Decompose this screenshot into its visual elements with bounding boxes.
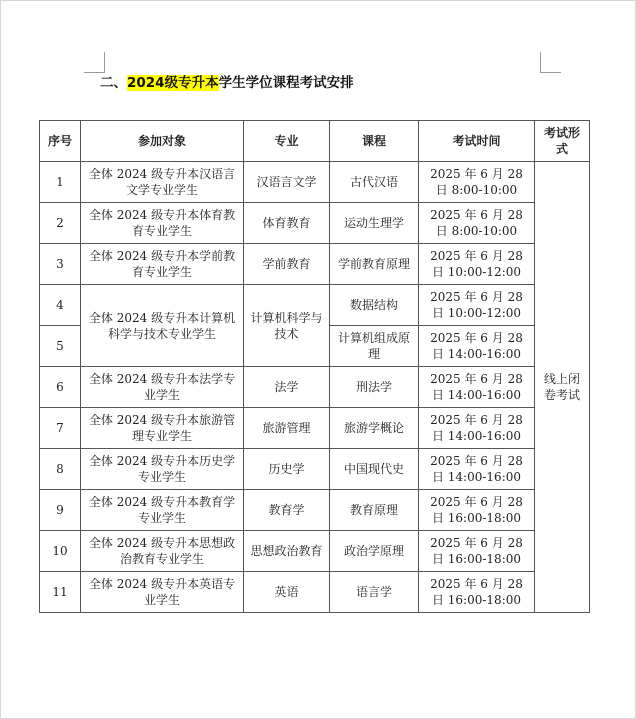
header-no: 序号 [40,121,81,162]
table-row [40,244,590,285]
cell-course: 古代汉语 [330,162,419,203]
cell-time: 2025 年 6 月 28 日 10:00-12:00 [419,244,535,285]
cell-major: 旅游管理 [244,408,330,449]
cell-target: 全体 2024 级专升本学前教育专业学生 [81,244,244,285]
cell-time: 2025 年 6 月 28 日 16:00-18:00 [419,490,535,531]
table-row [40,572,590,613]
cell-no: 8 [40,449,81,490]
exam-schedule-table [39,120,590,613]
cell-major: 法学 [244,367,330,408]
cell-no: 3 [40,244,81,285]
table-row [40,285,590,326]
header-course: 课程 [330,121,419,162]
cell-target: 全体 2024 级专升本计算机科学与技术专业学生 [81,285,244,367]
cell-no: 5 [40,326,81,367]
table-row [40,162,590,203]
cell-course: 政治学原理 [330,531,419,572]
cell-time: 2025 年 6 月 28 日 14:00-16:00 [419,326,535,367]
cell-course: 刑法学 [330,367,419,408]
cell-no: 9 [40,490,81,531]
crop-mark-top-left [84,52,105,73]
table-row [40,449,590,490]
cell-major: 汉语言文学 [244,162,330,203]
cell-no: 7 [40,408,81,449]
cell-major: 英语 [244,572,330,613]
cell-course: 旅游学概论 [330,408,419,449]
cell-course: 语言学 [330,572,419,613]
cell-target: 全体 2024 级专升本体育教育专业学生 [81,203,244,244]
cell-target: 全体 2024 级专升本旅游管理专业学生 [81,408,244,449]
table-row [40,531,590,572]
table-row [40,408,590,449]
cell-no: 10 [40,531,81,572]
cell-time: 2025 年 6 月 28 日 16:00-18:00 [419,531,535,572]
cell-course: 中国现代史 [330,449,419,490]
cell-no: 11 [40,572,81,613]
cell-major: 教育学 [244,490,330,531]
cell-time: 2025 年 6 月 28 日 14:00-16:00 [419,408,535,449]
cell-course: 计算机组成原理 [330,326,419,367]
cell-course: 教育原理 [330,490,419,531]
cell-major: 体育教育 [244,203,330,244]
header-time: 考试时间 [419,121,535,162]
cell-no: 6 [40,367,81,408]
cell-time: 2025 年 6 月 28 日 8:00-10:00 [419,162,535,203]
heading-prefix: 二、 [100,75,127,91]
cell-no: 2 [40,203,81,244]
cell-target: 全体 2024 级专升本汉语言文学专业学生 [81,162,244,203]
cell-major: 学前教育 [244,244,330,285]
header-major: 专业 [244,121,330,162]
cell-time: 2025 年 6 月 28 日 14:00-16:00 [419,449,535,490]
cell-time: 2025 年 6 月 28 日 10:00-12:00 [419,285,535,326]
header-target: 参加对象 [81,121,244,162]
heading-highlight: 2024级专升本 [127,75,219,91]
cell-major: 历史学 [244,449,330,490]
cell-target: 全体 2024 级专升本法学专业学生 [81,367,244,408]
section-heading [100,72,354,94]
cell-exam-mode: 线上闭卷考试 [535,162,590,613]
cell-time: 2025 年 6 月 28 日 16:00-18:00 [419,572,535,613]
cell-target: 全体 2024 级专升本教育学专业学生 [81,490,244,531]
cell-course: 运动生理学 [330,203,419,244]
cell-target: 全体 2024 级专升本历史学专业学生 [81,449,244,490]
cell-major: 计算机科学与技术 [244,285,330,367]
crop-mark-top-right [540,52,561,73]
header-mode: 考试形式 [535,121,590,162]
cell-course: 学前教育原理 [330,244,419,285]
cell-time: 2025 年 6 月 28 日 8:00-10:00 [419,203,535,244]
heading-rest: 学生学位课程考试安排 [218,75,354,91]
cell-target: 全体 2024 级专升本思想政治教育专业学生 [81,531,244,572]
table-header-row [40,121,590,162]
cell-time: 2025 年 6 月 28 日 14:00-16:00 [419,367,535,408]
table-row [40,490,590,531]
cell-no: 1 [40,162,81,203]
table-row [40,367,590,408]
cell-course: 数据结构 [330,285,419,326]
cell-major: 思想政治教育 [244,531,330,572]
cell-no: 4 [40,285,81,326]
cell-target: 全体 2024 级专升本英语专业学生 [81,572,244,613]
table-row [40,203,590,244]
